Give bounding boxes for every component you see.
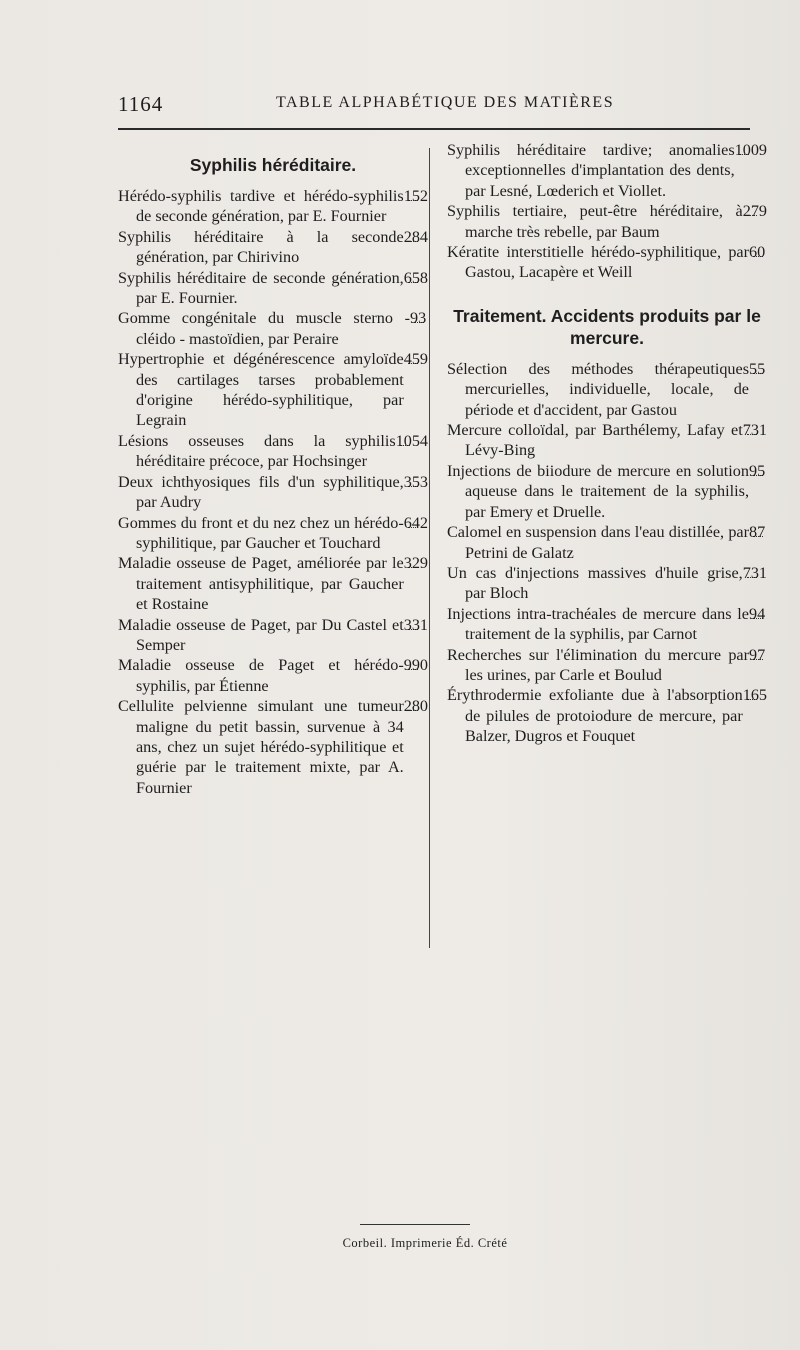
index-entry (118, 431, 428, 472)
entry-text: Hérédo-syphilis tardive et hérédo-syphilis de seconde génération, par E. Fournier (118, 187, 404, 226)
left-column (118, 140, 428, 798)
entry-text: Érythrodermie exfoliante due à l'absorption de pilules de protoiodure de mercure, par Balzer, Dugros et Fouquet (447, 686, 743, 746)
index-entry (118, 615, 428, 656)
entry-page-number: 331 (403, 615, 428, 634)
index-entry (447, 201, 767, 242)
index-entry: Recherches sur l'élimination du mercure par les urines, par Carle et Boulud 97 (447, 645, 766, 684)
entry-text: Maladie osseuse de Paget et hérédo-syphilis, par Étienne (118, 656, 404, 695)
entry-text: Maladie osseuse de Paget, par Du Castel et Semper (118, 615, 404, 654)
entry-page-number: 284 (403, 227, 428, 246)
index-entry (447, 563, 767, 604)
page-header (118, 92, 748, 122)
entry-page-number: 642 (403, 513, 428, 532)
printer-imprint: Corbeil. Imprimerie Éd. Crété (342, 1236, 508, 1250)
entry-page-number: 329 (403, 554, 428, 573)
entry-page-number: 280 (403, 697, 428, 716)
entry-text: Un cas d'injections massives d'huile grise, par Bloch (447, 563, 743, 603)
index-entry (118, 472, 428, 513)
entry-text: Sélection des méthodes thérapeutiques mercurielles, individuelle, locale, de période et d'accident, par Gastou (447, 359, 749, 419)
footer-rule (360, 1224, 470, 1225)
index-entry: Injections de biiodure de mercure en solution aqueuse dans le traitement de la syphilis, par Emery et Druelle. 95 (447, 461, 766, 521)
entry-text: Injections intra-trachéales de mercure dans le traitement de la syphilis, par Carnot (447, 604, 749, 644)
right-entry-list-top (447, 140, 767, 283)
column-divider (429, 148, 430, 948)
entry-text: Syphilis héréditaire à la seconde génération, par Chirivino (118, 227, 404, 267)
entry-text: Kératite interstitielle hérédo-syphilitique, par Gastou, Lacapère et Weill (447, 243, 749, 282)
entry-page-number: 165 (742, 686, 767, 705)
index-entry: Sélection des méthodes thérapeutiques mercurielles, individuelle, locale, de période et d'accident, par Gastou 55 (447, 359, 766, 419)
index-entry (447, 140, 767, 201)
index-entry (118, 227, 428, 268)
entry-text: Mercure colloïdal, par Barthélemy, Lafay et Lévy-Bing (447, 421, 743, 460)
entry-page-number: 990 (403, 656, 428, 675)
running-title: TABLE ALPHABÉTIQUE DES MATIÈRES (276, 94, 615, 111)
entry-page-number: 731 (742, 421, 767, 440)
entry-text: Cellulite pelvienne simulant une tumeur maligne du petit bassin, survenue à 34 ans, chez un sujet hérédo-syphilitique et guérie par le traitement mixte, par A. Fournier (118, 697, 404, 797)
index-entry: Injections intra-trachéales de mercure dans le traitement de la syphilis, par Carnot 94 (447, 604, 766, 644)
entry-text: Maladie osseuse de Paget, améliorée par le traitement antisyphilitique, par Gaucher et Rostaine (118, 554, 404, 614)
index-entry (447, 685, 767, 746)
entry-text: Syphilis héréditaire de seconde génération, par E. Fournier. (118, 268, 404, 308)
entry-page-number: 459 (403, 350, 428, 369)
index-entry (118, 268, 428, 309)
page-number: 1164 (118, 92, 164, 116)
index-entry (447, 420, 767, 461)
section-title-syphilis-hereditaire: Syphilis héréditaire. (189, 155, 357, 175)
right-entry-list (447, 359, 767, 747)
entry-text: Syphilis tertiaire, peut-être héréditaire, à marche très rebelle, par Baum (447, 202, 743, 241)
entry-text: Syphilis héréditaire tardive; anomalies exceptionnelles d'implantation des dents, par Lesné, Lœderich et Viollet. (447, 141, 735, 200)
entry-page-number: 1009 (734, 141, 767, 159)
entry-page-number: 353 (403, 472, 428, 491)
entry-text: Deux ichthyosiques fils d'un syphilitique, par Audry (118, 472, 404, 512)
index-entry (118, 696, 428, 798)
index-entry (118, 349, 428, 431)
index-entry: Gomme congénitale du muscle sterno - cléido - mastoïdien, par Peraire 93 (118, 309, 427, 348)
entry-text: Gommes du front et du nez chez un hérédo-syphilitique, par Gaucher et Touchard (118, 513, 404, 552)
entry-text: Calomel en suspension dans l'eau distillée, par Petrini de Galatz (447, 523, 749, 562)
entry-page-number: 279 (742, 202, 767, 221)
entry-text: Injections de biiodure de mercure en solution aqueuse dans le traitement de la syphilis, par Emery et Druelle. (447, 461, 749, 521)
entry-page-number: 658 (403, 268, 428, 287)
entry-text: Gomme congénitale du muscle sterno - cléido - mastoïdien, par Peraire (118, 309, 410, 348)
index-entry (118, 553, 428, 614)
index-entry: Calomel en suspension dans l'eau distillée, par Petrini de Galatz 87 (447, 523, 766, 562)
entry-page-number: 152 (403, 187, 428, 205)
left-entry-list (118, 186, 428, 798)
section-title-traitement: Traitement. Accidents produits par le mercure. (453, 305, 761, 348)
header-rule (118, 128, 750, 130)
entry-page-number: 731 (742, 563, 767, 582)
entry-text: Hypertrophie et dégénérescence amyloïde des cartilages tarses probablement d'origine hérédo-syphilitique, par Legrain (118, 350, 404, 430)
index-entry (118, 655, 428, 696)
entry-text: Lésions osseuses dans la syphilis héréditaire précoce, par Hochsinger (118, 431, 396, 471)
index-entry (118, 186, 428, 227)
entry-text: Recherches sur l'élimination du mercure par les urines, par Carle et Boulud (447, 645, 749, 684)
right-column (447, 140, 767, 747)
entry-page-number: 1054 (395, 431, 428, 450)
index-entry (118, 513, 428, 554)
index-entry: Kératite interstitielle hérédo-syphilitique, par Gastou, Lacapère et Weill 60 (447, 243, 766, 282)
